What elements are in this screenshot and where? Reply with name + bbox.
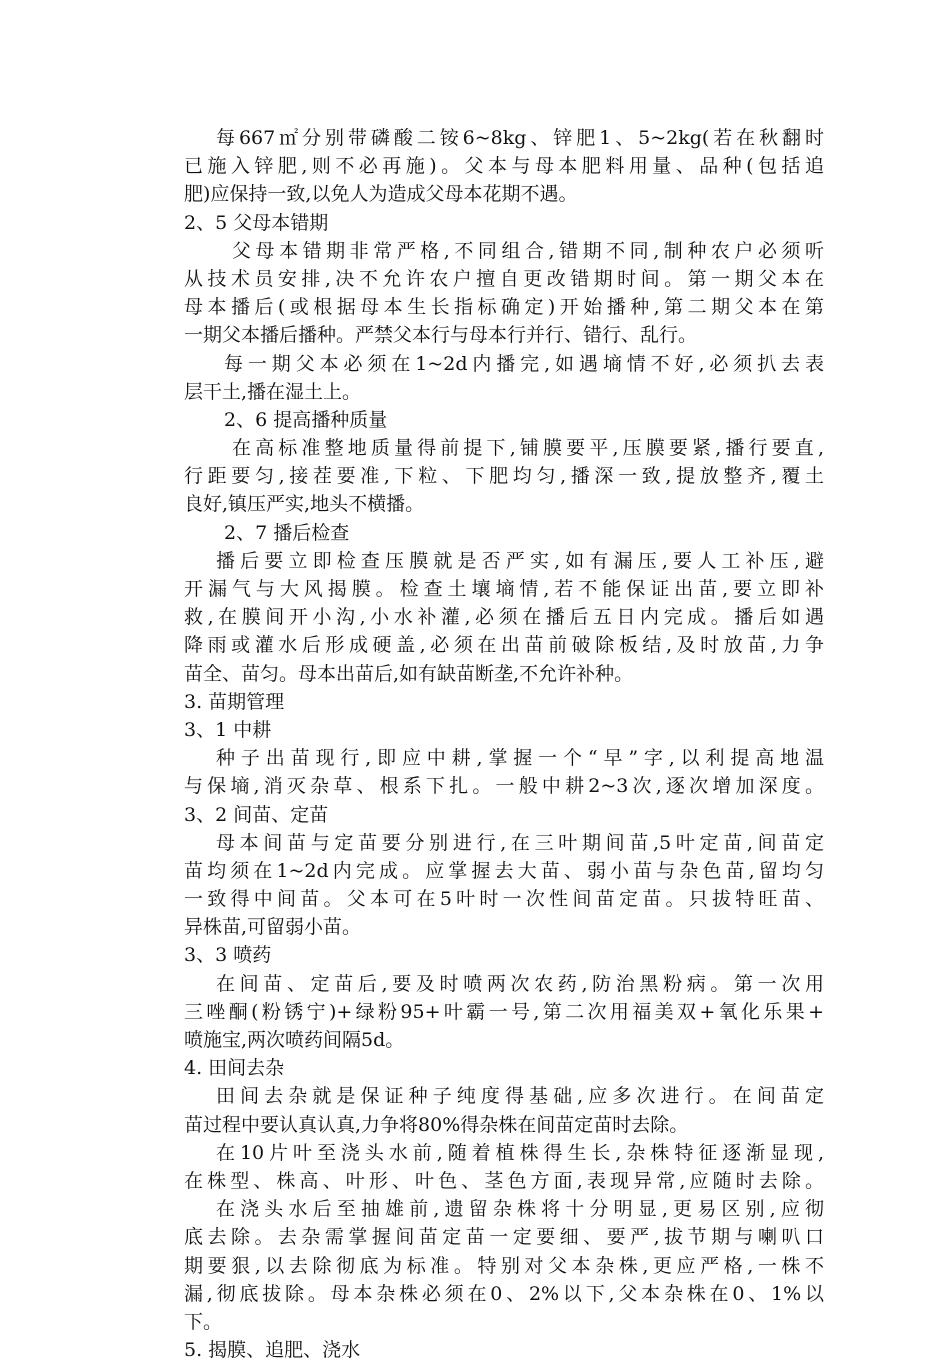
- text-line: 开漏气与大风揭膜。检查土壤墒情,若不能保证出苗,要立即补: [184, 578, 824, 600]
- text-line: 每一期父本必须在1~2d内播完,如遇墒情不好,必须扒去表: [224, 352, 824, 375]
- text-line: 在高标准整地质量得前提下,铺膜要平,压膜要紧,播行要直,: [232, 437, 824, 460]
- text-line: 播后要立即检查压膜就是否严实,如有漏压,要人工补压,避: [216, 549, 824, 572]
- text-line: 已施入锌肥,则不必再施)。父本与母本肥料用量、品种(包括追: [184, 155, 824, 178]
- text-line: 4. 田间去杂: [184, 1057, 285, 1080]
- text-line: 种子出苗现行,即应中耕,掌握一个“早”字,以利提高地温: [216, 747, 824, 770]
- text-line: 三唑酮(粉锈宁)+绿粉95+叶霸一号,第二次用福美双+氧化乐果+: [184, 1000, 824, 1023]
- text-line: 肥)应保持一致,以免人为造成父母本花期不遇。: [184, 183, 578, 206]
- text-line: 救,在膜间开小沟,小水补灌,必须在播后五日内完成。播后如遇: [184, 606, 824, 629]
- text-line: 期要狠,以去除彻底为标准。特别对父本杂株,更应严格,一株不: [184, 1254, 824, 1277]
- text-line: 苗全、苗匀。母本出苗后,如有缺苗断垄,不允许补种。: [184, 662, 634, 685]
- text-line: 每667㎡分别带磷酸二铵6~8kg、锌肥1、5~2kg(若在秋翻时: [216, 127, 824, 149]
- text-line: 苗过程中要认真认真,力争将80%得杂株在间苗定苗时去除。: [184, 1113, 689, 1136]
- text-line: 良好,镇压严实,地头不横播。: [184, 493, 425, 516]
- text-line: 在浇头水后至抽雄前,遗留杂株将十分明显,更易区别,应彻: [216, 1198, 824, 1221]
- text-line: 2、5 父母本错期: [184, 211, 329, 234]
- document-body: [184, 124, 824, 1364]
- text-line: 与保墒,消灭杂草、根系下扎。一般中耕2~3次,逐次增加深度。: [184, 775, 824, 798]
- text-line: 母本播后(或根据母本生长指标确定)开始播种,第二期父本在第: [184, 296, 824, 319]
- text-line: 底去除。去杂需掌握间苗定苗一定要细、要严,拔节期与喇叭口: [184, 1226, 824, 1249]
- text-line: 漏,彻底拔除。母本杂株必须在0、2%以下,父本杂株在0、1%以: [184, 1282, 824, 1305]
- text-line: 降雨或灌水后形成硬盖,必须在出苗前破除板结,及时放苗,力争: [184, 634, 824, 657]
- text-line: 在10片叶至浇头水前,随着植株得生长,杂株特征逐渐显现,: [216, 1141, 824, 1164]
- text-line: 从技术员安排,决不允许农户擅自更改错期时间。第一期父本在: [184, 267, 824, 290]
- text-line: 田间去杂就是保证种子纯度得基础,应多次进行。在间苗定: [216, 1085, 824, 1108]
- text-line: 喷施宝,两次喷药间隔5d。: [184, 1029, 405, 1051]
- text-line: 苗均须在1~2d内完成。应掌握去大苗、弱小苗与杂色苗,留均匀: [184, 859, 824, 882]
- text-line: 一致得中间苗。父本可在5叶时一次性间苗定苗。只拔特旺苗、: [184, 888, 824, 911]
- text-line: 一期父本播后播种。严禁父本行与母本行并行、错行、乱行。: [184, 324, 698, 347]
- text-line: 行距要匀,接茬要准,下粒、下肥均匀,播深一致,提放整齐,覆土: [184, 465, 824, 488]
- text-line: 在株型、株高、叶形、叶色、茎色方面,表现异常,应随时去除。: [184, 1169, 824, 1192]
- text-line: 异株苗,可留弱小苗。: [184, 916, 362, 939]
- text-line: 3、2 间苗、定苗: [184, 803, 329, 826]
- text-line: 下。: [184, 1310, 223, 1333]
- text-line: 3、3 喷药: [184, 944, 272, 967]
- text-line: 在间苗、定苗后,要及时喷两次农药,防治黑粉病。第一次用: [216, 972, 824, 995]
- text-line: 5. 揭膜、追肥、浇水: [184, 1339, 361, 1362]
- text-line: 2、7 播后检查: [224, 521, 350, 544]
- text-line: 层干土,播在湿土上。: [184, 380, 362, 403]
- text-line: 父母本错期非常严格,不同组合,错期不同,制种农户必须听: [232, 239, 824, 262]
- text-line: 3. 苗期管理: [184, 690, 285, 713]
- text-line: 2、6 提高播种质量: [224, 408, 388, 431]
- text-line: 母本间苗与定苗要分别进行,在三叶期间苗,5叶定苗,间苗定: [216, 831, 824, 854]
- text-line: 3、1 中耕: [184, 718, 272, 741]
